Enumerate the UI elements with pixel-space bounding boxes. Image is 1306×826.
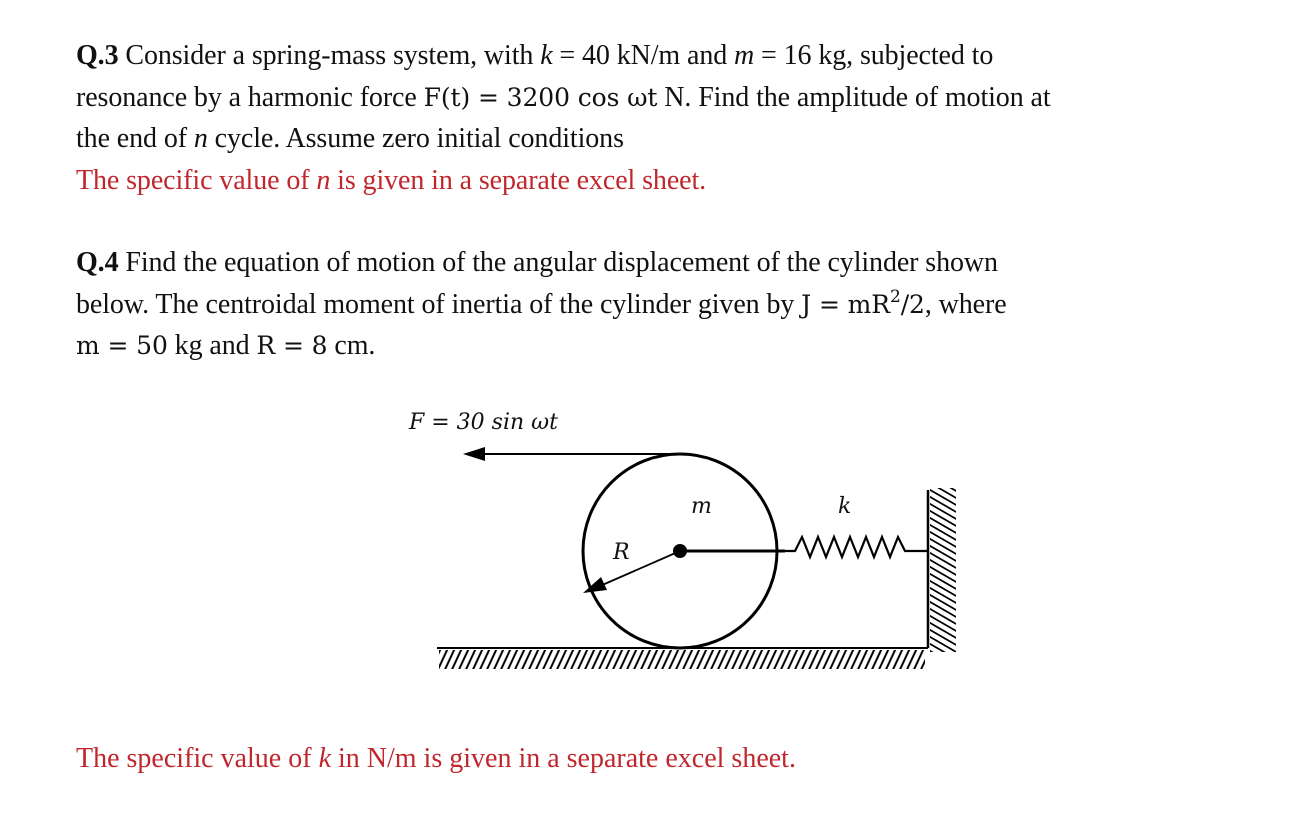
q3-line-1 — [76, 35, 1236, 77]
q4-line-2 — [76, 284, 1236, 326]
q4-line-3 — [76, 325, 1236, 367]
q4-mass-expression: m = 50 — [76, 331, 168, 360]
q3-k-symbol: k — [540, 40, 553, 71]
q4-mass-unit: kg and — [167, 330, 257, 361]
q3-m-value: = 16 kg, subjected to — [754, 40, 994, 71]
q3-force-expression: F(t) = 3200 cos ωt — [423, 82, 658, 112]
k-note-pre: The specific value of — [76, 743, 319, 774]
q4-inertia-exponent: 2 — [889, 286, 901, 307]
q3-text-4: the end of — [76, 123, 194, 154]
q3-line-3 — [76, 118, 1236, 160]
question-3 — [76, 35, 1236, 201]
spring — [785, 537, 927, 557]
radius-arrow — [583, 551, 680, 593]
q3-line-2 — [76, 77, 1236, 119]
q4-text-3: , where — [924, 288, 1007, 320]
q3-text-3: N. Find the amplitude of motion at — [657, 81, 1051, 113]
mass-label: m — [691, 494, 712, 519]
q3-m-symbol: m — [734, 40, 755, 71]
question-4 — [76, 242, 1236, 367]
q3-note-pre: The specific value of — [76, 164, 317, 196]
k-note-symbol: k — [318, 743, 331, 774]
q3-k-value: = 40 kN/m and — [552, 40, 735, 71]
q3-n-symbol: n — [193, 123, 208, 154]
q3-note-post: is given in a separate excel sheet. — [330, 164, 707, 196]
spring-label: k — [838, 494, 852, 519]
q4-inertia-expression: $J = mR^2/2$ — [801, 286, 925, 319]
q4-radius-unit: cm. — [327, 330, 376, 361]
ground — [437, 648, 928, 669]
cylinder-spring-figure — [395, 395, 975, 685]
q4-radius-expression: R = 8 — [256, 331, 328, 360]
radius-label: R — [613, 540, 630, 565]
q3-note-n: n — [316, 164, 331, 196]
q4-line-1 — [76, 242, 1236, 284]
force-label: F = 30 sin ωt — [409, 410, 558, 435]
wall — [928, 488, 956, 652]
q4-number: Q.4 — [76, 247, 119, 278]
q3-text-5: cycle. Assume zero initial conditions — [207, 123, 624, 154]
q3-text-2: resonance by a harmonic force — [76, 81, 424, 113]
q3-text-1: Consider a spring-mass system, with — [118, 40, 541, 71]
q3-number: Q.3 — [76, 40, 119, 71]
k-value-note — [76, 738, 796, 779]
q4-text-1: Find the equation of motion of the angular displacement of the cylinder shown — [118, 247, 998, 278]
k-note-post: in N/m is given in a separate excel sheet. — [331, 743, 796, 774]
q4-text-2: below. The centroidal moment of inertia of the cylinder given by — [76, 288, 802, 320]
q3-note — [76, 160, 1236, 202]
